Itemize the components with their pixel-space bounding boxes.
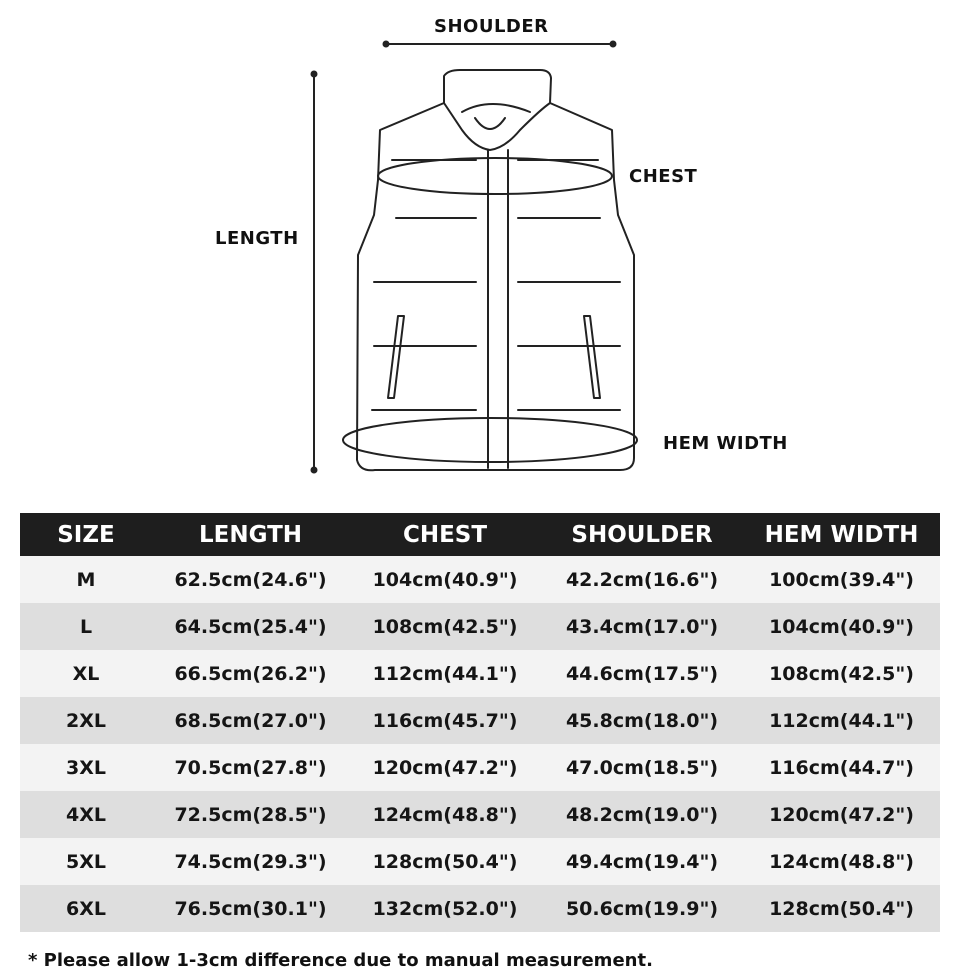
left-pocket [388, 316, 404, 398]
cell-length: 62.5cm(24.6") [152, 556, 349, 603]
table-row [20, 697, 940, 744]
cell-shoulder: 45.8cm(18.0") [541, 697, 743, 744]
header-chest: CHEST [349, 513, 541, 556]
cell-shoulder: 42.2cm(16.6") [541, 556, 743, 603]
cell-length: 70.5cm(27.8") [152, 744, 349, 791]
table-header-row [20, 513, 940, 556]
measurement-footnote: * Please allow 1-3cm difference due to manual measurement. [28, 950, 653, 971]
table-row [20, 603, 940, 650]
cell-hem-width: 104cm(40.9") [743, 603, 940, 650]
header-size: SIZE [20, 513, 152, 556]
table-row [20, 838, 940, 885]
cell-length: 76.5cm(30.1") [152, 885, 349, 932]
cell-hem-width: 108cm(42.5") [743, 650, 940, 697]
vest-zipper [488, 150, 508, 468]
cell-shoulder: 44.6cm(17.5") [541, 650, 743, 697]
cell-shoulder: 43.4cm(17.0") [541, 603, 743, 650]
table-row [20, 744, 940, 791]
cell-length: 72.5cm(28.5") [152, 791, 349, 838]
cell-size: L [20, 603, 152, 650]
hem-width-label: HEM WIDTH [663, 433, 788, 454]
chest-measure-ellipse [378, 158, 612, 194]
cell-size: M [20, 556, 152, 603]
cell-chest: 116cm(45.7") [349, 697, 541, 744]
cell-size: 2XL [20, 697, 152, 744]
cell-hem-width: 100cm(39.4") [743, 556, 940, 603]
length-label: LENGTH [215, 228, 299, 249]
right-pocket [584, 316, 600, 398]
hem-measure-ellipse [343, 418, 637, 462]
cell-chest: 128cm(50.4") [349, 838, 541, 885]
cell-chest: 104cm(40.9") [349, 556, 541, 603]
cell-chest: 108cm(42.5") [349, 603, 541, 650]
chest-label: CHEST [629, 166, 698, 187]
cell-size: 4XL [20, 791, 152, 838]
cell-hem-width: 112cm(44.1") [743, 697, 940, 744]
shoulder-label: SHOULDER [434, 16, 549, 37]
header-length: LENGTH [152, 513, 349, 556]
cell-shoulder: 49.4cm(19.4") [541, 838, 743, 885]
vest-collar [444, 70, 551, 150]
cell-shoulder: 50.6cm(19.9") [541, 885, 743, 932]
cell-hem-width: 128cm(50.4") [743, 885, 940, 932]
cell-length: 66.5cm(26.2") [152, 650, 349, 697]
cell-length: 64.5cm(25.4") [152, 603, 349, 650]
table-row [20, 650, 940, 697]
cell-shoulder: 47.0cm(18.5") [541, 744, 743, 791]
table-row [20, 791, 940, 838]
cell-size: XL [20, 650, 152, 697]
cell-hem-width: 116cm(44.7") [743, 744, 940, 791]
cell-size: 3XL [20, 744, 152, 791]
cell-length: 74.5cm(29.3") [152, 838, 349, 885]
table-row [20, 556, 940, 603]
header-hem-width: HEM WIDTH [743, 513, 940, 556]
cell-shoulder: 48.2cm(19.0") [541, 791, 743, 838]
cell-hem-width: 120cm(47.2") [743, 791, 940, 838]
size-chart-table [20, 513, 940, 932]
cell-chest: 112cm(44.1") [349, 650, 541, 697]
cell-chest: 124cm(48.8") [349, 791, 541, 838]
cell-chest: 120cm(47.2") [349, 744, 541, 791]
table-row [20, 885, 940, 932]
cell-hem-width: 124cm(48.8") [743, 838, 940, 885]
header-shoulder: SHOULDER [541, 513, 743, 556]
cell-size: 5XL [20, 838, 152, 885]
cell-length: 68.5cm(27.0") [152, 697, 349, 744]
cell-chest: 132cm(52.0") [349, 885, 541, 932]
cell-size: 6XL [20, 885, 152, 932]
